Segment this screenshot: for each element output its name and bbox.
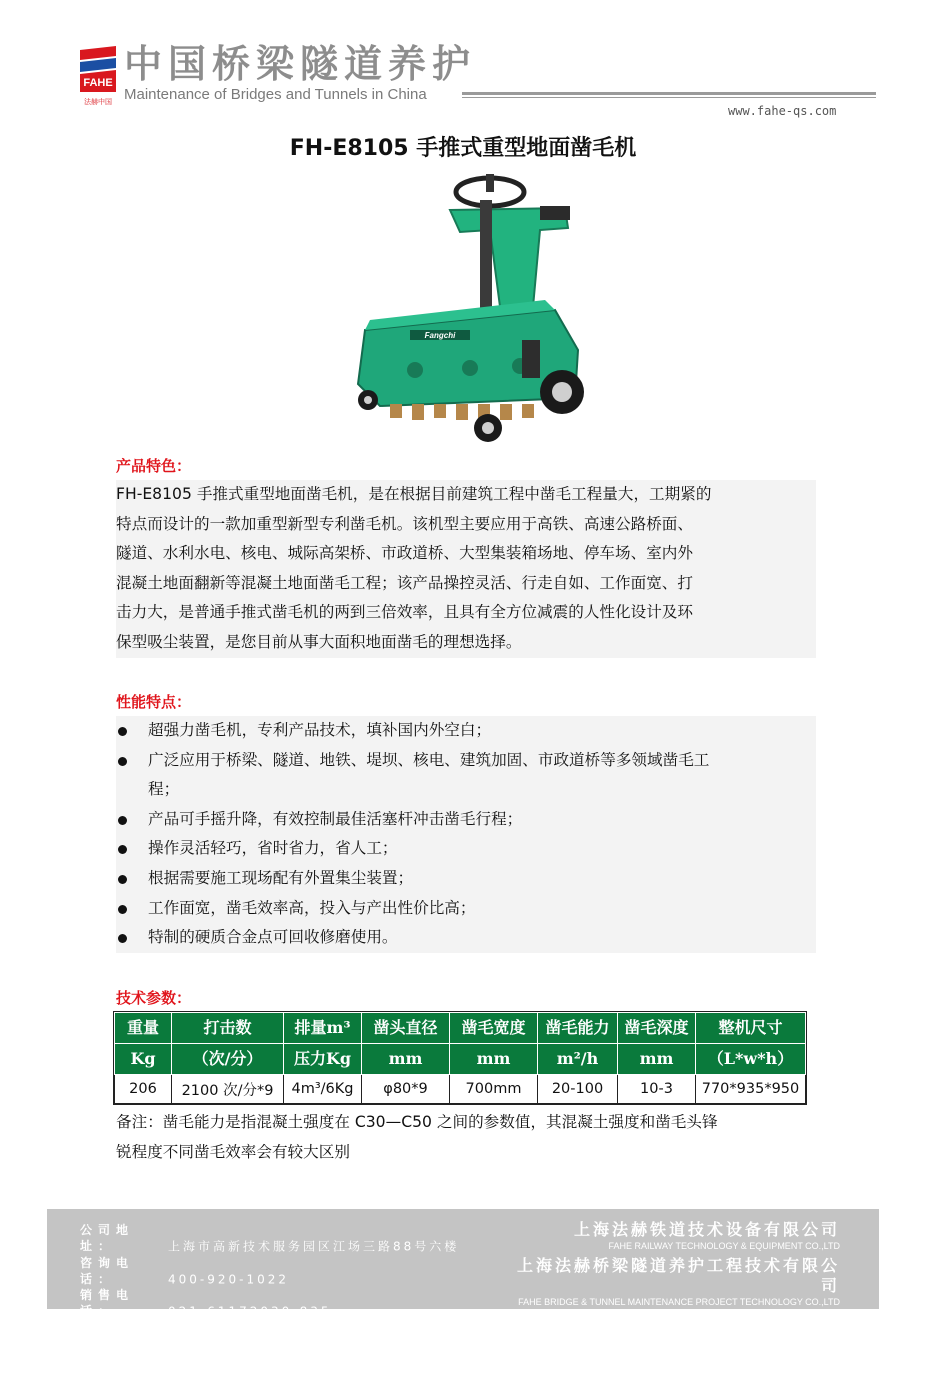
features-heading: 产品特色： xyxy=(116,457,192,475)
contact-row: 公司地址： 上海市高新技术服务园区江场三路88号六楼 xyxy=(80,1223,460,1254)
table-header-row xyxy=(115,1044,806,1075)
table-cell: 206 xyxy=(115,1075,172,1104)
table-header-row xyxy=(115,1013,806,1044)
contact-row: 咨询电话： 400-920-1022 xyxy=(80,1255,290,1286)
company-name-1-en: FAHE RAILWAY TECHNOLOGY & EQUIPMENT CO.,LTD xyxy=(608,1241,840,1251)
table-cell: 20-100 xyxy=(538,1075,618,1104)
list-item: 工作面宽，凿毛效率高，投入与产出性价比高； xyxy=(116,894,816,924)
specs-heading: 技术参数： xyxy=(116,989,192,1007)
svg-text:法赫中国: 法赫中国 xyxy=(84,98,112,106)
table-header-cell: 凿头直径 xyxy=(362,1013,450,1044)
table-header-cell: 打击数 xyxy=(172,1013,284,1044)
company-name-2: 上海法赫桥梁隧道养护工程技术有限公司 xyxy=(516,1256,840,1295)
fahe-logo-icon xyxy=(78,44,118,106)
table-header-cell: mm xyxy=(362,1044,450,1075)
paragraph-line: FH-E8105 手推式重型地面凿毛机，是在根据目前建筑工程中凿毛工程量大，工期紧的 xyxy=(116,485,712,503)
company-logo xyxy=(78,44,118,106)
paragraph-line: 特点而设计的一款加重型新型专利凿毛机。该机型主要应用于高铁、高速公路桥面、 xyxy=(116,514,693,533)
note-line: 备注：凿毛能力是指混凝土强度在 C30—C50 之间的参数值，其混凝土强度和凿毛头锋 xyxy=(116,1113,718,1131)
contact-row: 传真号码： 021-61172030-801 xyxy=(80,1353,332,1384)
bullet-icon xyxy=(118,757,127,766)
note-line: 锐程度不同凿毛效率会有较大区别 xyxy=(116,1142,350,1161)
performance-heading: 性能特点： xyxy=(116,693,192,711)
features-paragraph xyxy=(116,480,816,658)
list-item: 操作灵活轻巧，省时省力，省人工； xyxy=(116,834,816,864)
bullet-icon xyxy=(118,934,127,943)
paragraph-line: 击力大，是普通手推式凿毛机的两到三倍效率，且具有全方位减震的人性化设计及环 xyxy=(116,603,693,622)
table-header-cell: m²/h xyxy=(538,1044,618,1075)
table-header-cell: 压力Kg xyxy=(284,1044,362,1075)
contact-row: 销售电话： 021-61172030-835 xyxy=(80,1288,332,1319)
table-cell: 700mm xyxy=(450,1075,538,1104)
table-cell: 4m³/6Kg xyxy=(284,1075,362,1104)
table-cell: φ80*9 xyxy=(362,1075,450,1104)
footer-companies xyxy=(510,1220,840,1308)
table-header-cell: 整机尺寸 xyxy=(696,1013,806,1044)
list-item: 产品可手摇升降，有效控制最佳活塞杆冲击凿毛行程； xyxy=(116,805,816,835)
paragraph-line: 混凝土地面翻新等混凝土地面凿毛工程；该产品操控灵活、行走自如、工作面宽、打 xyxy=(116,573,693,592)
brand-english: Maintenance of Bridges and Tunnels in China xyxy=(124,86,427,103)
svg-text:Fangchi: Fangchi xyxy=(424,331,456,340)
bullet-icon xyxy=(118,727,127,736)
paragraph-line: 隧道、水利水电、核电、城际高架桥、市政道桥、大型集装箱场地、停车场、室内外 xyxy=(116,544,693,563)
bullet-icon xyxy=(118,845,127,854)
footer-contacts xyxy=(80,1222,459,1385)
paragraph-line: 保型吸尘装置，是您目前从事大面积地面凿毛的理想选择。 xyxy=(116,632,522,651)
table-header-cell: 排量m³ xyxy=(284,1013,362,1044)
table-header-cell: （次/分） xyxy=(172,1044,284,1075)
table-header-cell: 凿毛宽度 xyxy=(450,1013,538,1044)
list-item: 特制的硬质合金点可回收修磨使用。 xyxy=(116,923,816,953)
svg-text:FAHE: FAHE xyxy=(83,77,113,89)
list-item: 广泛应用于桥梁、隧道、地铁、堤坝、核电、建筑加固、市政道桥等多领域凿毛工 xyxy=(116,746,816,776)
list-item: 超强力凿毛机，专利产品技术，填补国内外空白； xyxy=(116,716,816,746)
product-image xyxy=(340,170,600,450)
table-cell: 10-3 xyxy=(618,1075,696,1104)
bullet-icon xyxy=(118,875,127,884)
table-cell: 770*935*950 xyxy=(696,1075,806,1104)
table-cell: 2100 次/分*9 xyxy=(172,1075,284,1104)
company-name-1: 上海法赫铁道技术设备有限公司 xyxy=(573,1220,840,1239)
table-header-cell: mm xyxy=(450,1044,538,1075)
company-name-2-en: FAHE BRIDGE & TUNNEL MAINTENANCE PROJECT TECHNOLOGY CO.,LTD xyxy=(518,1297,840,1307)
contact-row: 售后电话： 021-56610759 xyxy=(80,1320,293,1352)
table-header-cell: 重量 xyxy=(115,1013,172,1044)
table-header-cell: Kg xyxy=(115,1044,172,1075)
header-divider-thin xyxy=(462,97,876,98)
spec-table xyxy=(114,1012,806,1104)
table-header-cell: 凿毛深度 xyxy=(618,1013,696,1044)
bullet-icon xyxy=(118,816,127,825)
table-header-cell: mm xyxy=(618,1044,696,1075)
list-item-continuation: 程； xyxy=(148,780,180,799)
note-text xyxy=(116,1108,816,1167)
table-header-cell: （L*w*h） xyxy=(696,1044,806,1075)
header-divider xyxy=(462,92,876,95)
chipping-machine-illustration xyxy=(340,170,600,450)
list-item: 根据需要施工现场配有外置集尘装置； xyxy=(116,864,816,894)
page-title: FH-E8105 手推式重型地面凿毛机 xyxy=(289,136,637,161)
bullet-icon xyxy=(118,905,127,914)
table-header-cell: 凿毛能力 xyxy=(538,1013,618,1044)
table-row xyxy=(115,1075,806,1104)
performance-list xyxy=(116,716,816,953)
website-link[interactable]: www.fahe-qs.com xyxy=(728,104,837,118)
brand-chinese: 中国桥梁隧道养护 xyxy=(124,42,477,86)
